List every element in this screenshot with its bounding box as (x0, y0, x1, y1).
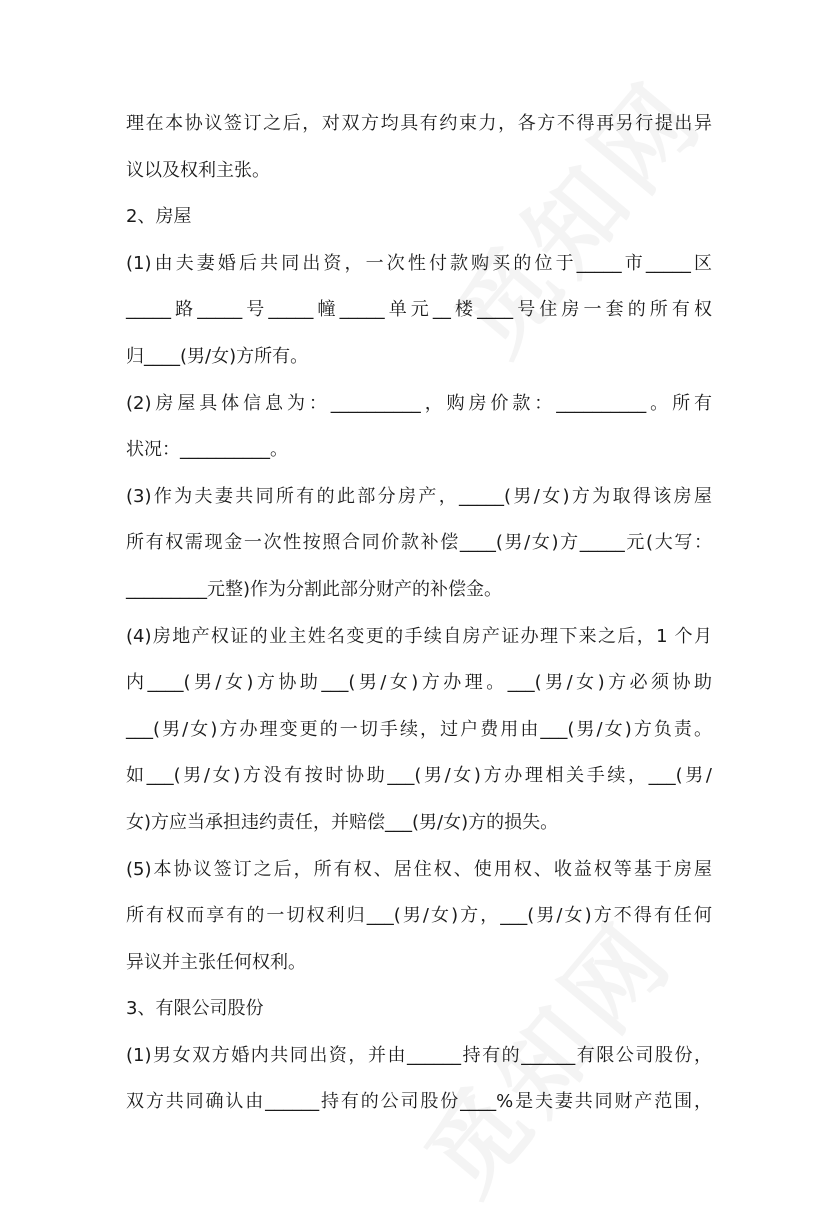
text-line: 所有权而享有的一切权利归___(男/女)方，___(男/女)方不得有任何 (126, 905, 712, 927)
text-line: 双方共同确认由______持有的公司股份____%是夫妻共同财产范围， (126, 1091, 712, 1113)
text-line: 议以及权利主张。 (126, 159, 270, 181)
text-line: (4)房地产权证的业主姓名变更的手续自房产证办理下来之后，1 个月 (126, 625, 712, 647)
text-line: 归____(男/女)方所有。 (126, 345, 309, 367)
text-line: 状况：__________。 (126, 439, 288, 461)
text-line: (5)本协议签订之后，所有权、居住权、使用权、收益权等基于房屋 (126, 858, 712, 880)
text-line: _________元整)作为分割此部分财产的补偿金。 (126, 578, 503, 600)
section-heading: 3、有限公司股份 (126, 998, 264, 1020)
text-line: (3)作为夫妻共同所有的此部分房产，_____(男/女)方为取得该房屋 (126, 485, 712, 507)
text-line: 女)方应当承担违约责任，并赔偿___(男/女)方的损失。 (126, 811, 559, 833)
text-line: 所有权需现金一次性按照合同价款补偿____(男/女)方_____元(大写： (126, 532, 712, 554)
text-line: 内____(男/女)方协助___(男/女)方办理。___(男/女)方必须协助 (126, 672, 712, 694)
text-line: _____路_____号_____幢_____单元__楼____号住房一套的所有权 (126, 299, 712, 321)
text-line: ___(男/女)方办理变更的一切手续，过户费用由___(男/女)方负责。 (126, 718, 712, 740)
text-line: 理在本协议签订之后，对双方均具有约束力，各方不得再另行提出异 (126, 113, 712, 134)
document-body (126, 101, 712, 1126)
text-line: (1)男女双方婚内共同出资，并由______持有的______有限公司股份， (126, 1044, 712, 1066)
text-line: (1)由夫妻婚后共同出资，一次性付款购买的位于_____市_____区 (126, 252, 712, 274)
text-line: 异议并主张任何权利。 (126, 951, 306, 973)
text-line: (2)房屋具体信息为：__________，购房价款：__________。所有 (126, 392, 712, 414)
text-line: 如___(男/女)方没有按时协助___(男/女)方办理相关手续，___(男/ (126, 765, 712, 787)
section-heading: 2、房屋 (126, 206, 192, 228)
